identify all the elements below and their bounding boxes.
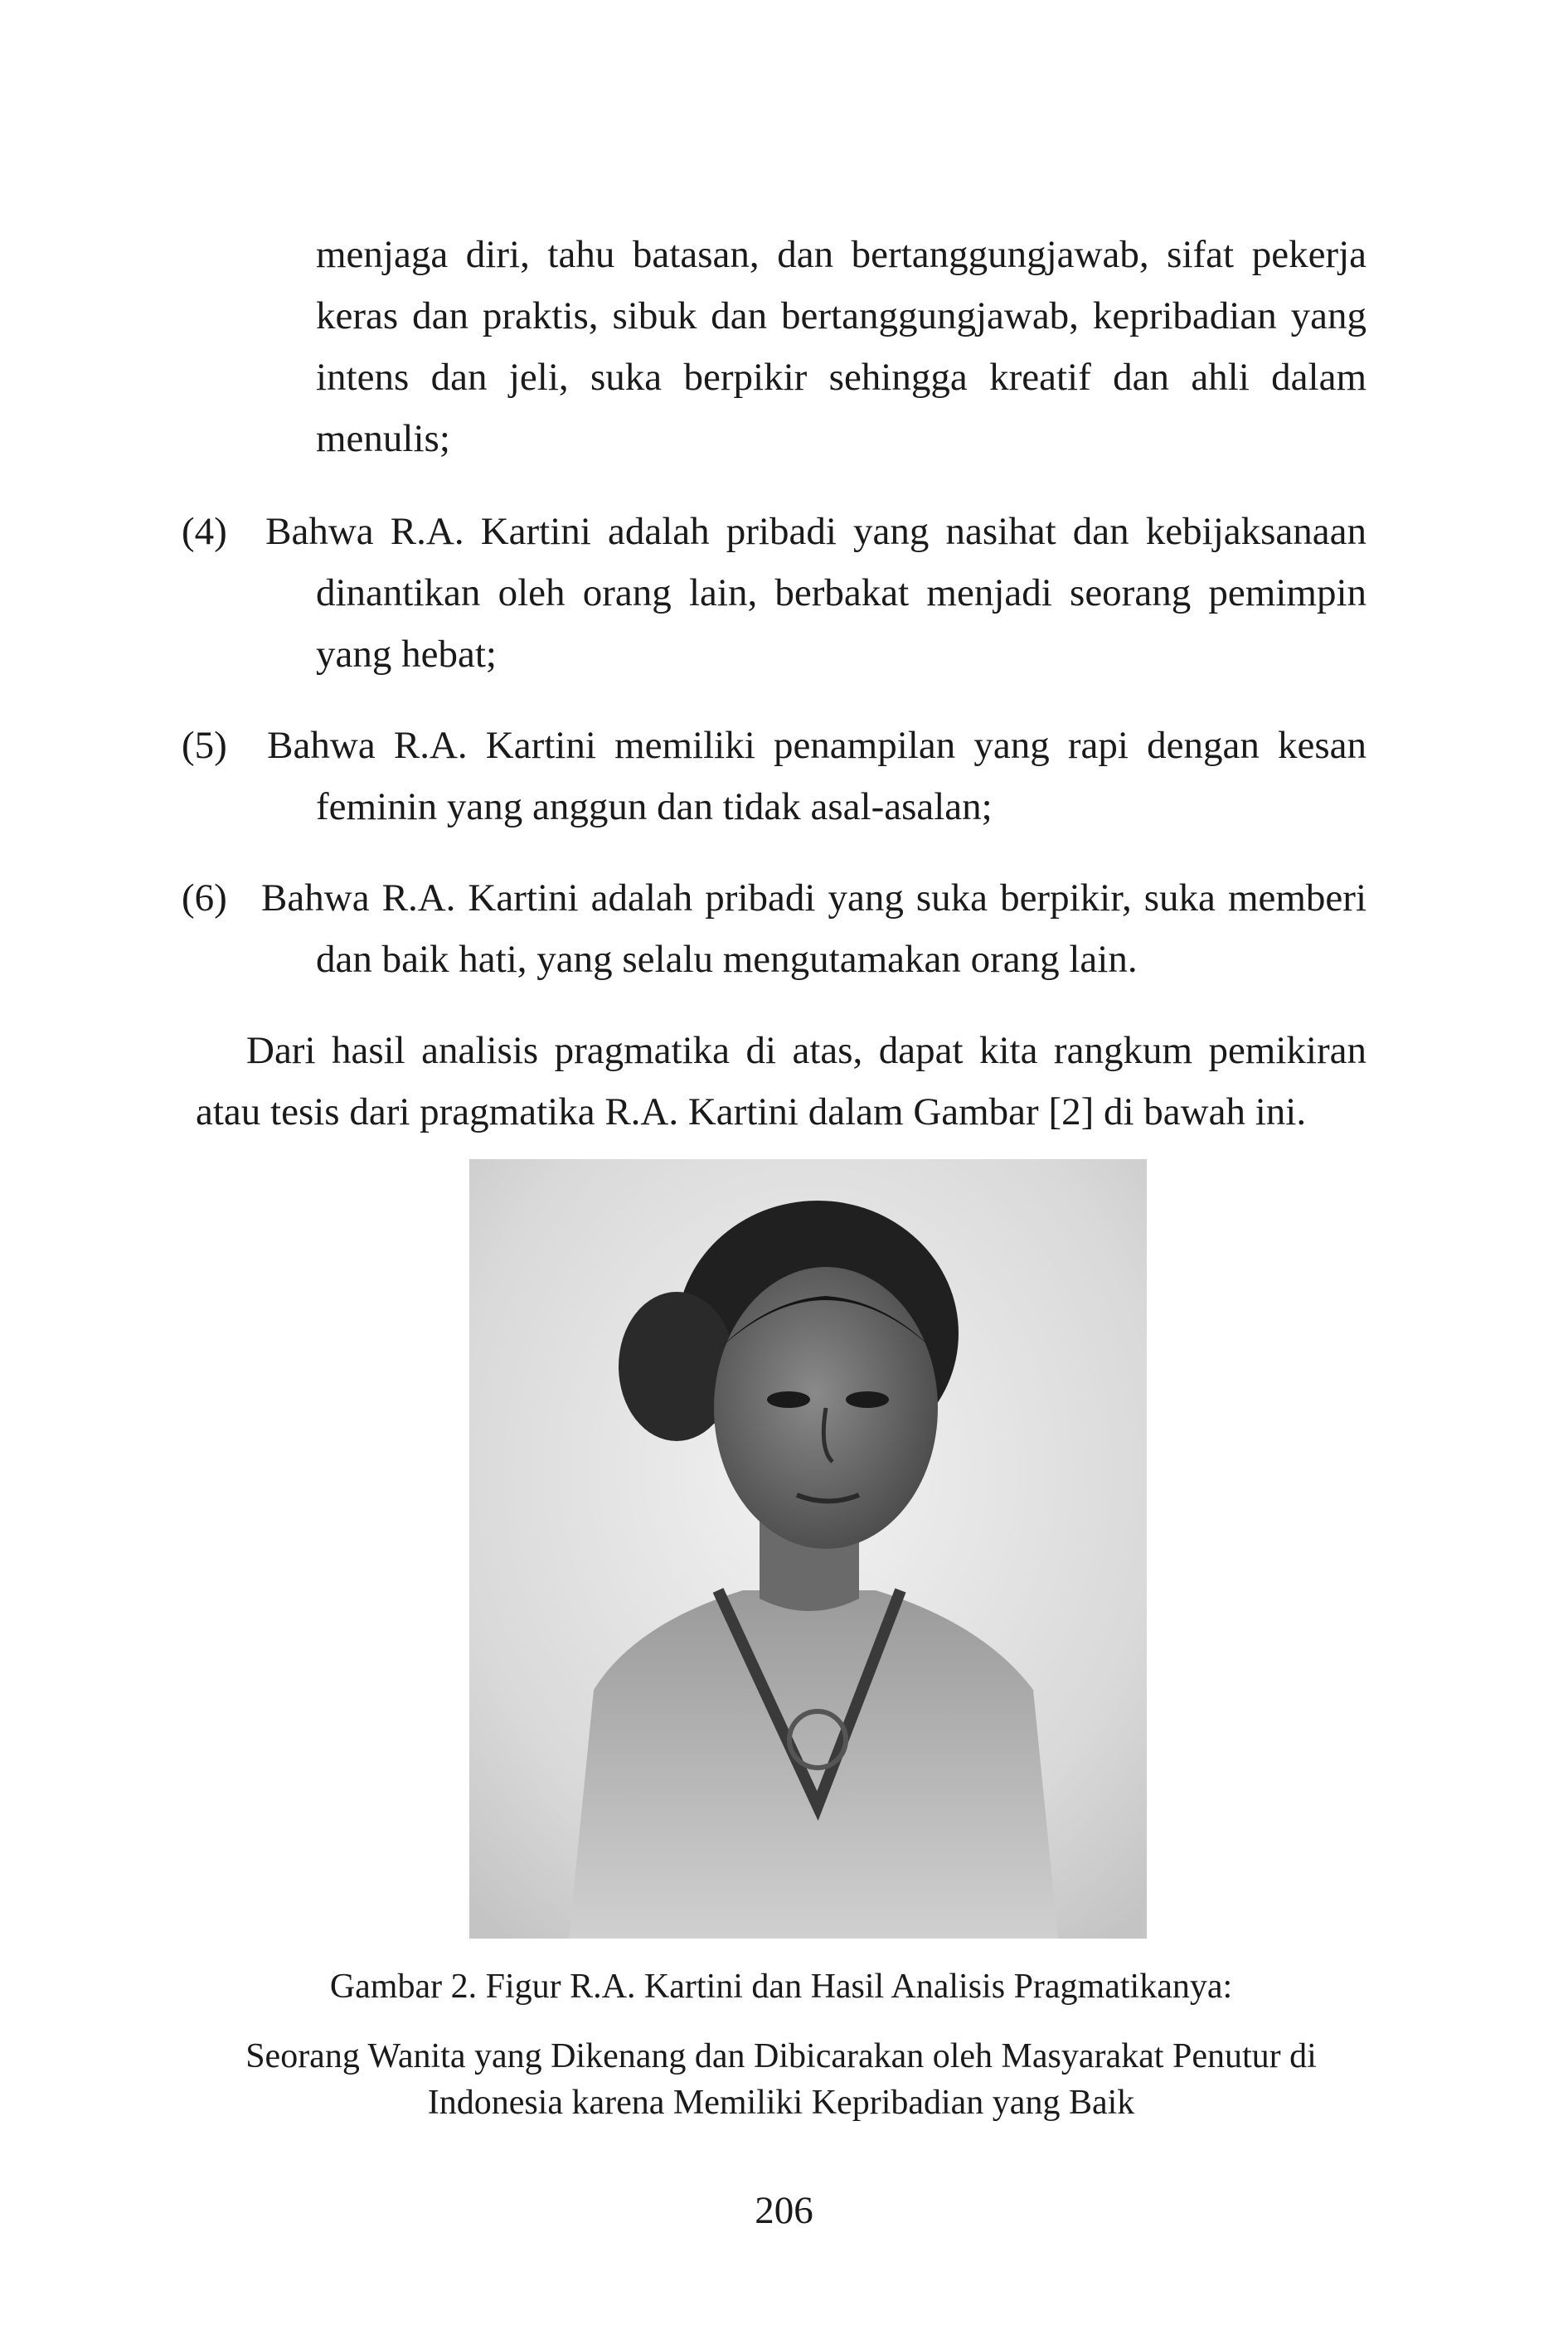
- figure-caption-subtitle: Seorang Wanita yang Dikenang dan Dibicarakan oleh Masyarakat Penutur di Indonesia karena Memiliki Kepribadian yang Baik: [245, 2037, 1317, 2122]
- list-item-text: Bahwa R.A. Kartini memiliki penampilan yang rapi dengan kesan feminin yang anggun dan tidak asal-asalan;: [267, 724, 1367, 828]
- list-item-4: (4) Bahwa R.A. Kartini adalah pribadi yang nasihat dan kebijaksanaan dinantikan oleh orang lain, berbakat menjadi seorang pemimpin yang hebat;: [182, 510, 1367, 676]
- figure-caption-title: Gambar 2. Figur R.A. Kartini dan Hasil Analisis Pragmatikanya:: [329, 1968, 1233, 2006]
- portrait-photo: [469, 1159, 1147, 1939]
- list-item-5: (5) Bahwa R.A. Kartini memiliki penampilan yang rapi dengan kesan feminin yang anggun dan tidak asal-asalan;: [182, 724, 1367, 828]
- summary-paragraph: Dari hasil analisis pragmatika di atas, dapat kita rangkum pemikiran atau tesis dari pragmatika R.A. Kartini dalam Gambar [2] di bawah ini.: [196, 1029, 1367, 1133]
- continuation-paragraph: menjaga diri, tahu batasan, dan bertanggungjawab, sifat pekerja keras dan praktis, sibuk dan bertanggungjawab, kepribadian yang intens dan jeli, suka berpikir sehingga kreatif dan ahli dalam menulis;: [316, 233, 1367, 460]
- list-item-6: (6) Bahwa R.A. Kartini adalah pribadi yang suka berpikir, suka memberi dan baik hati, yang selalu mengutamakan orang lain.: [182, 876, 1367, 981]
- page-number: 206: [755, 2189, 813, 2232]
- list-item-text: Bahwa R.A. Kartini adalah pribadi yang nasihat dan kebijaksanaan dinantikan oleh orang lain, berbakat menjadi seorang pemimpin yang hebat;: [265, 510, 1367, 676]
- list-item-text: Bahwa R.A. Kartini adalah pribadi yang suka berpikir, suka memberi dan baik hati, yang selalu mengutamakan orang lain.: [261, 876, 1367, 981]
